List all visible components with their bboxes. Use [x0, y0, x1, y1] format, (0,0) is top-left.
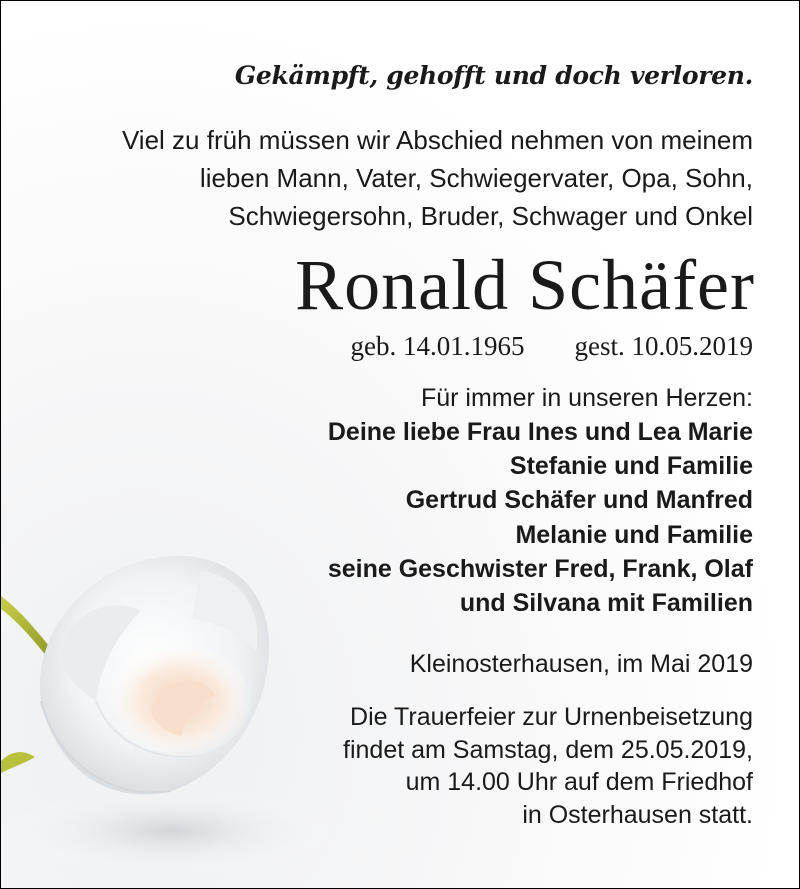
mourners-list [328, 415, 753, 620]
intro-line: Schwiegersohn, Bruder, Schwager und Onkel [228, 201, 753, 231]
mourner-line: Stefanie und Familie [509, 452, 753, 481]
mourner-line: und Silvana mit Familien [459, 589, 753, 618]
place-date: Kleinosterhausen, im Mai 2019 [409, 650, 753, 678]
funeral-info [343, 701, 753, 831]
motto: Gekämpft, gehofft und doch verloren. [234, 61, 753, 90]
intro-line: lieben Mann, Vater, Schwiegervater, Opa, Sohn, [199, 163, 753, 193]
intro-line: Viel zu früh müssen wir Abschied nehmen von meinem [121, 125, 753, 155]
funeral-line: findet am Samstag, dem 25.05.2019, [343, 735, 753, 764]
mourner-line: Deine liebe Frau Ines und Lea Marie [327, 418, 753, 446]
funeral-line: Die Trauerfeier zur Urnenbeisetzung [350, 703, 753, 731]
funeral-line: um 14.00 Uhr auf dem Friedhof [405, 768, 753, 796]
death-date: gest. 10.05.2019 [574, 331, 753, 361]
white-rose-image [1, 501, 361, 889]
funeral-line: in Osterhausen statt. [522, 800, 753, 829]
heart-line: Für immer in unseren Herzen: [420, 384, 753, 412]
deceased-name: Ronald Schäfer [295, 245, 755, 325]
mourner-line: Melanie und Familie [515, 520, 753, 549]
mourner-line: seine Geschwister Fred, Frank, Olaf [327, 554, 753, 583]
life-dates [351, 329, 753, 363]
birth-date: geb. 14.01.1965 [350, 331, 525, 361]
intro-text [122, 121, 753, 235]
mourner-line: Gertrud Schäfer und Manfred [405, 486, 753, 515]
